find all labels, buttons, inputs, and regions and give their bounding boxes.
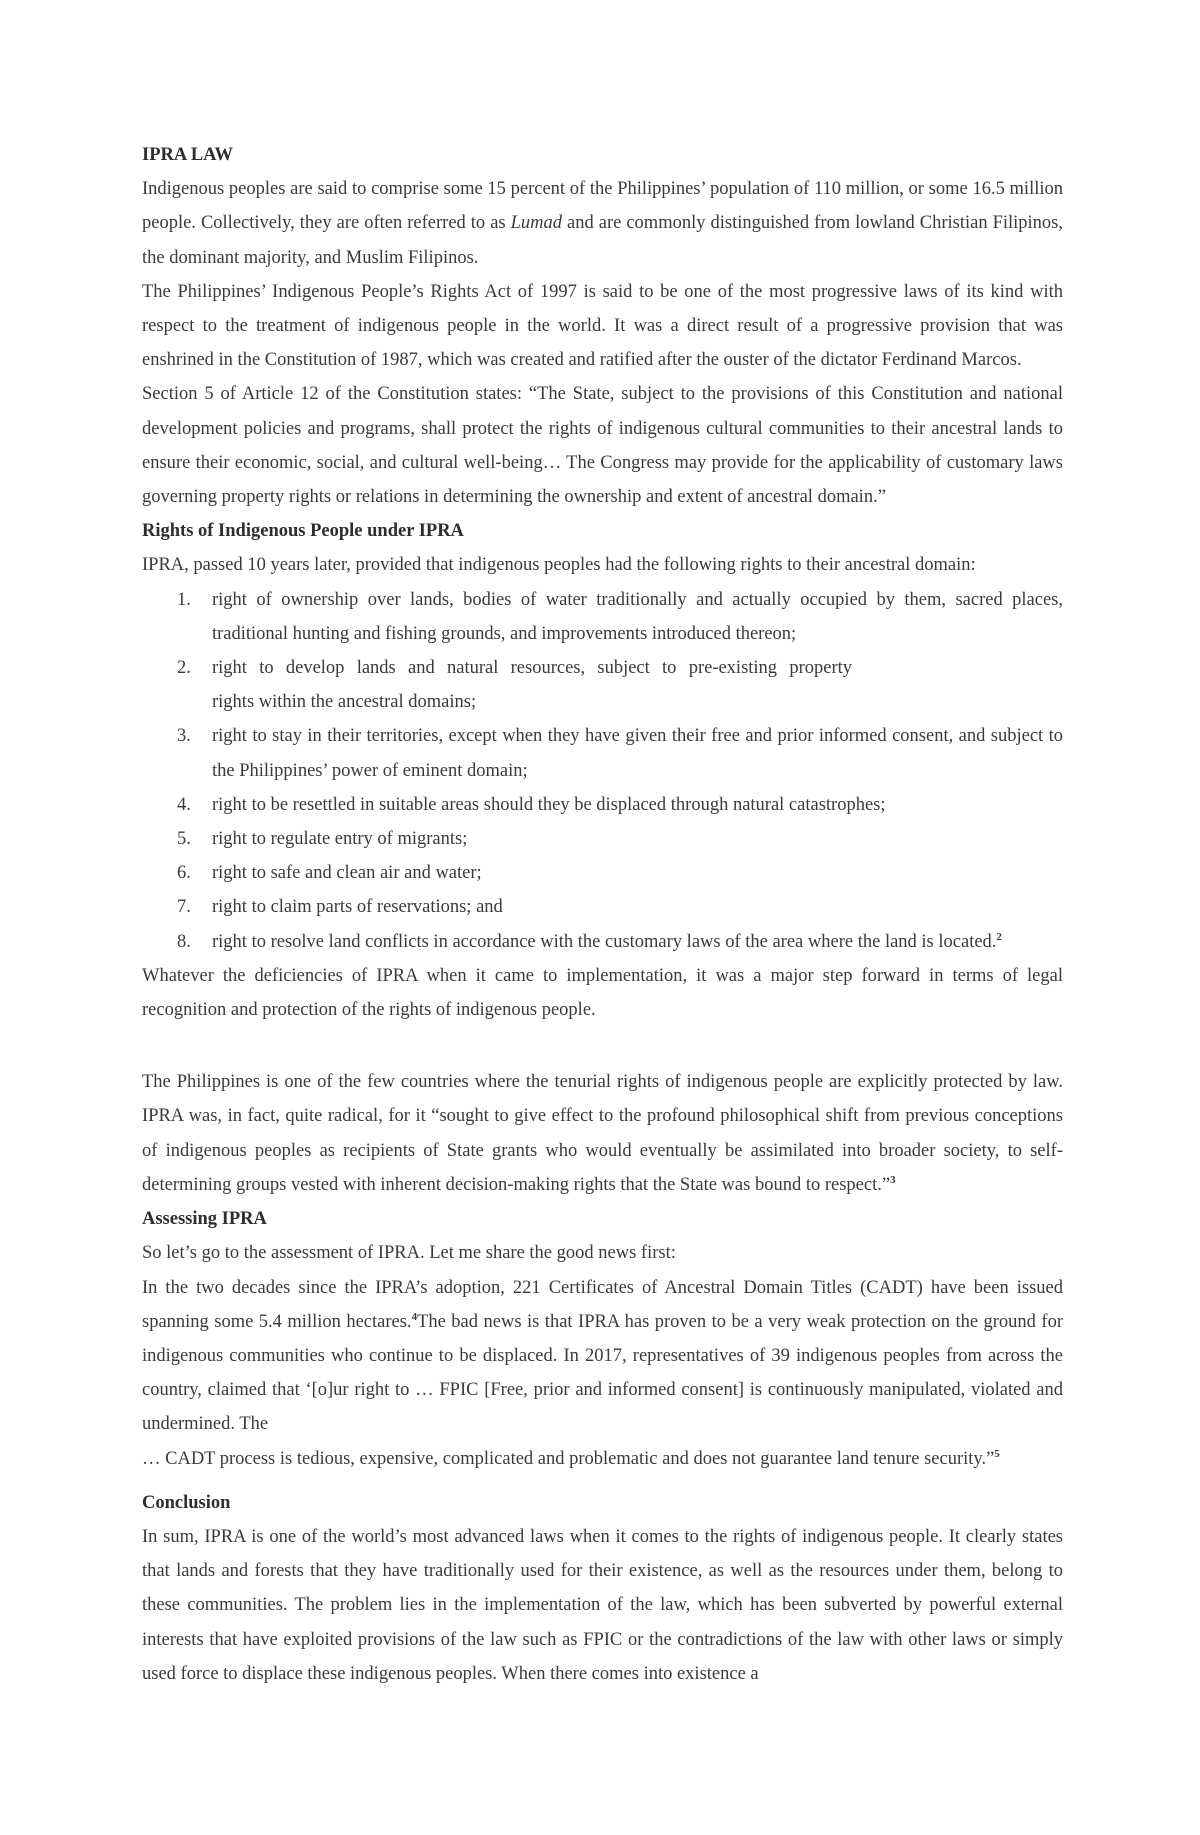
- list-item-number: 1.: [177, 589, 191, 610]
- list-item-number: 7.: [177, 897, 191, 918]
- document-title: IPRA LAW: [142, 145, 233, 165]
- list-item-text: right to claim parts of reservations; and: [212, 897, 503, 918]
- paragraph-spacer: [142, 1476, 1063, 1486]
- list-item-number: 5.: [177, 829, 191, 850]
- rights-heading: Rights of Indigenous People under IPRA: [142, 521, 464, 542]
- assessing-heading: Assessing IPRA: [142, 1209, 267, 1230]
- list-item-text-continued: rights within the ancestral domains;: [212, 692, 477, 713]
- radical-text: The Philippines is one of the few countries where the tenurial rights of indigenous people are explicitly protected by law. IPRA was, in fact, quite radical, for it “sought to give effect to the profound philosophical shift from previous conceptions of indigenous peoples as recipients of State grants who would eventually be assimilated into broader society, to self-determining groups vested with inherent decision-making rights that the State was bound to respect.”: [142, 1072, 1063, 1195]
- list-item-text: right to resolve land conflicts in accordance with the customary laws of the area where the land is located.: [212, 931, 997, 952]
- list-item: [142, 890, 1063, 924]
- radical-paragraph: [142, 1065, 1063, 1202]
- list-item-text: right to safe and clean air and water;: [212, 863, 482, 884]
- list-item: [142, 856, 1063, 890]
- list-item-text: right to develop lands and natural resources, subject to pre-existing property: [212, 658, 852, 679]
- assessing-lead: So let’s go to the assessment of IPRA. Let me share the good news first:: [142, 1243, 676, 1264]
- intro-italic-term: Lumad: [510, 213, 563, 234]
- list-item: [142, 925, 1063, 959]
- intro-text-before: Indigenous peoples are said to comprise some 15 percent of the Philippines’ population of 110 million, or some 16.5 million people. Collectively, they are often referred to as: [142, 179, 1063, 234]
- footnote-marker[interactable]: 2: [996, 930, 1002, 943]
- footnote-marker[interactable]: 4: [411, 1310, 418, 1323]
- assessing-paragraph-1: [142, 1271, 1063, 1442]
- footnote-marker[interactable]: 3: [890, 1173, 896, 1186]
- rights-closing-paragraph: Whatever the deficiencies of IPRA when it came to implementation, it was a major step forward in terms of legal recognition and protection of the rights of indigenous people.: [142, 965, 1063, 1021]
- conclusion-paragraph: In sum, IPRA is one of the world’s most advanced laws when it comes to the rights of indigenous people. It clearly states that lands and forests that they have traditionally used for their existence, as well as the resources under them, belong to these communities. The problem lies in the implementation of the law, which has been subverted by powerful external interests that have exploited provisions of the law such as FPIC or the contradictions of the law with other laws or simply used force to displace these indigenous peoples. When there comes into existence a: [142, 1526, 1063, 1684]
- assessing-text-before: In the two decades since the IPRA’s adoption, 221 Certificates of Ancestral Domain Titles (CADT) have been issued spanning some 5.4 million hectares.: [142, 1277, 1063, 1332]
- list-item-number: 6.: [177, 863, 191, 884]
- list-item-number: 3.: [177, 726, 191, 747]
- list-item: [142, 788, 1063, 822]
- conclusion-heading: Conclusion: [142, 1492, 231, 1513]
- assessing-text-2: … CADT process is tedious, expensive, complicated and problematic and does not guarantee land tenure security.”: [142, 1448, 995, 1469]
- list-item-text: right to regulate entry of migrants;: [212, 829, 468, 850]
- intro-paragraph-2: The Philippines’ Indigenous People’s Rights Act of 1997 is said to be one of the most progressive laws of its kind with respect to the treatment of indigenous people in the world. It was a direct result of a progressive provision that was enshrined in the Constitution of 1987, which was created and ratified after the ouster of the dictator Ferdinand Marcos.: [142, 281, 1063, 371]
- intro-text-after: and are commonly distinguished from lowland Christian Filipinos, the dominant majority, and Muslim Filipinos.: [142, 213, 1063, 268]
- list-item: [142, 822, 1063, 856]
- list-item-number: 8.: [177, 931, 191, 952]
- document-page: [142, 138, 1063, 1691]
- footnote-marker[interactable]: 5: [994, 1447, 1000, 1460]
- list-item-text: right of ownership over lands, bodies of water traditionally and actually occupied by them, sacred places, traditional hunting and fishing grounds, and improvements introduced thereon;: [212, 589, 1063, 644]
- rights-list: [142, 583, 1063, 959]
- list-item-number: 4.: [177, 794, 191, 815]
- assessing-paragraph-2: [142, 1442, 1063, 1476]
- list-item-text: right to stay in their territories, except when they have given their free and prior informed consent, and subject to the Philippines’ power of eminent domain;: [212, 726, 1063, 781]
- intro-paragraph-3: Section 5 of Article 12 of the Constitution states: “The State, subject to the provisions of this Constitution and national development policies and programs, shall protect the rights of indigenous cultural communities to their ancestral lands to ensure their economic, social, and cultural well-being… The Congress may provide for the applicability of customary laws governing property rights or relations in determining the ownership and extent of ancestral domain.”: [142, 384, 1063, 508]
- list-item: [142, 583, 1063, 651]
- paragraph-spacer: [142, 1027, 1063, 1065]
- list-item-number: 2.: [177, 658, 191, 679]
- list-item: [142, 719, 1063, 787]
- list-item-text: right to be resettled in suitable areas should they be displaced through natural catastrophes;: [212, 794, 886, 815]
- list-item: [142, 651, 1063, 719]
- rights-lead: IPRA, passed 10 years later, provided that indigenous peoples had the following rights to their ancestral domain:: [142, 555, 976, 576]
- assessing-text-after: The bad news is that IPRA has proven to be a very weak protection on the ground for indigenous communities who continue to be displaced. In 2017, representatives of 39 indigenous peoples from across the country, claimed that ‘[o]ur right to … FPIC [Free, prior and informed consent] is continuously manipulated, violated and undermined. The: [142, 1311, 1063, 1435]
- intro-paragraph-1: [142, 172, 1063, 275]
